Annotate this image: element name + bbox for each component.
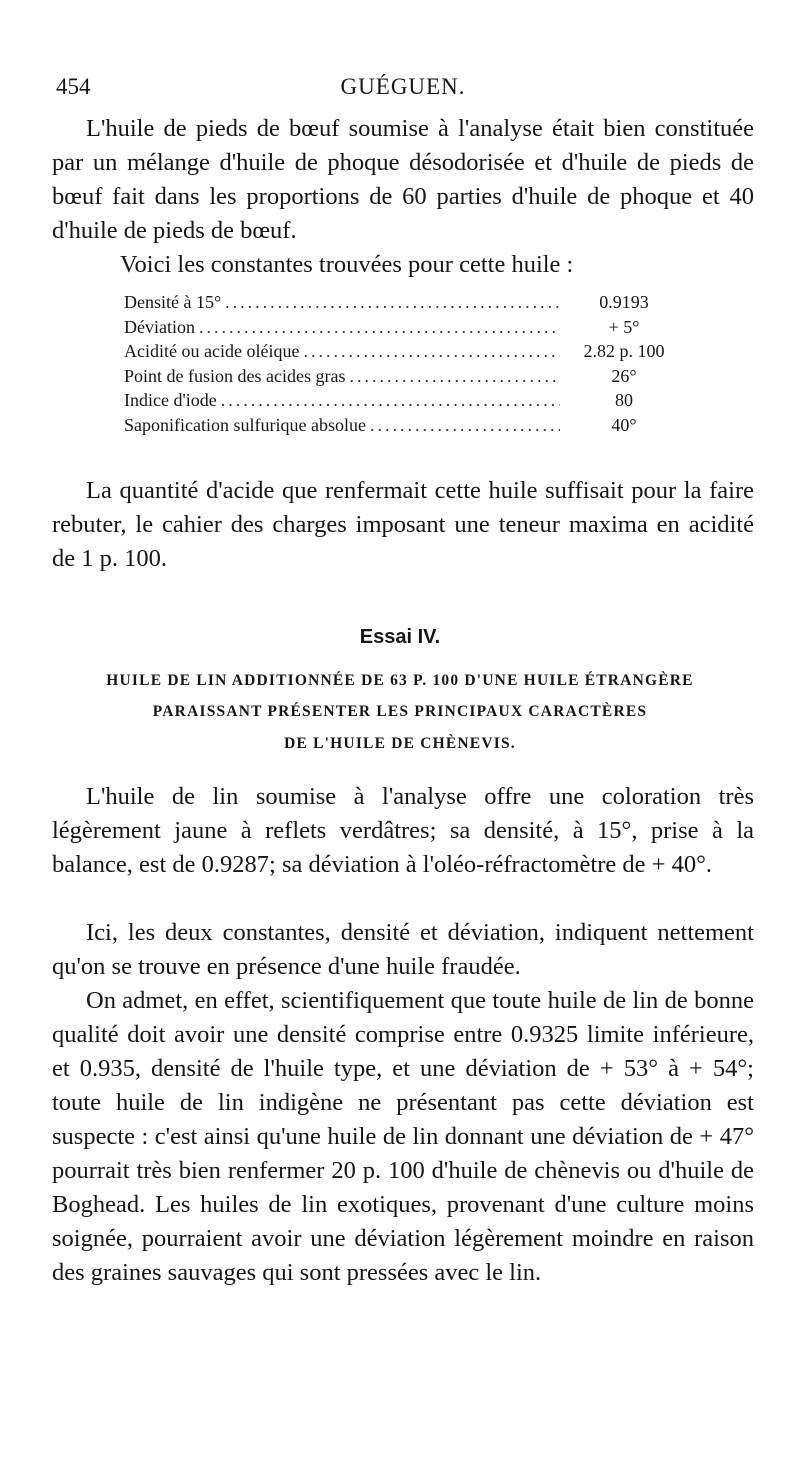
paragraph-1: L'huile de pieds de bœuf soumise à l'analyse était bien constituée par un mélange d'huile de phoque désodorisée et d'huile de pieds de bœuf fait dans les proportions de 60 parties d'huile de phoque et 40 d'huile de pieds de bœuf. (52, 115, 754, 244)
section-subtitle-line-1: HUILE DE LIN ADDITIONNÉE DE 63 P. 100 D'UNE HUILE ÉTRANGÈRE (106, 672, 694, 689)
section-subtitle-line-2: PARAISSANT PRÉSENTER LES PRINCIPAUX CARACTÈRES (152, 703, 648, 720)
constant-value: + 5° (608, 316, 640, 337)
constant-label: Indice d'iode (124, 390, 217, 410)
dot-leader (225, 290, 560, 315)
dot-leader (221, 388, 560, 413)
dot-leader (199, 315, 560, 340)
section-title: Essai IV. (359, 626, 441, 648)
paragraph-2: La quantité d'acide que renfermait cette huile suffisait pour la faire rebuter, le cahier des charges imposant une teneur maxima en acidité de 1 p. 100. (52, 477, 754, 572)
constant-value: 40° (611, 414, 637, 435)
constants-row (124, 315, 684, 340)
page-number: 454 (56, 74, 91, 99)
constants-row (124, 388, 684, 413)
constants-row (124, 290, 684, 315)
constant-value: 80 (615, 390, 633, 410)
constant-label: Saponification sulfurique absolue (124, 414, 366, 435)
constant-label: Densité à 15° (124, 292, 222, 312)
constant-label: Acidité ou acide oléique (124, 341, 300, 361)
page-header (56, 70, 750, 104)
constant-label: Déviation (124, 316, 195, 337)
section-subtitle-line-3: DE L'HUILE DE CHÈNEVIS. (284, 735, 516, 752)
constant-value: 2.82 p. 100 (583, 341, 665, 361)
constant-value: 26° (611, 365, 637, 386)
paragraph-1b: Voici les constantes trouvées pour cette huile : (120, 251, 574, 278)
constants-row (124, 364, 684, 389)
constant-value: 0.9193 (599, 292, 649, 312)
paragraph-4: Ici, les deux constantes, densité et déviation, indiquent nettement qu'on se trouve en présence d'une huile fraudée. (52, 919, 754, 980)
paragraph-3: L'huile de lin soumise à l'analyse offre une coloration très légèrement jaune à reflets verdâtres; sa densité, à 15°, prise à la balance, est de 0.9287; sa déviation à l'oléo-réfractomètre de + 40°. (52, 783, 754, 878)
constants-table (124, 290, 684, 437)
constants-row (124, 339, 684, 364)
dot-leader (370, 413, 560, 438)
dot-leader (303, 339, 560, 364)
constants-row (124, 413, 684, 438)
constant-label: Point de fusion des acides gras (124, 365, 346, 386)
paragraph-5: On admet, en effet, scientifiquement que toute huile de lin de bonne qualité doit avoir une densité comprise entre 0.9325 limite inférieure, et 0.935, densité de l'huile type, et une déviation de + 53° à + 54°; toute huile de lin indigène ne présentant pas cette déviation est suspecte : c'est ainsi qu'une huile de lin donnant une déviation de + 47° pourrait très bien renfermer 20 p. 100 d'huile de chènevis ou d'huile de Boghead. Les huiles de lin exotiques, provenant d'une culture moins soignée, pourraient avoir une déviation légèrement moindre en raison des graines sauvages qui sont pressées avec le lin. (52, 987, 754, 1286)
running-title: GUÉGUEN. (340, 74, 466, 99)
dot-leader (349, 364, 560, 389)
paragraph-block-1 (52, 112, 754, 282)
